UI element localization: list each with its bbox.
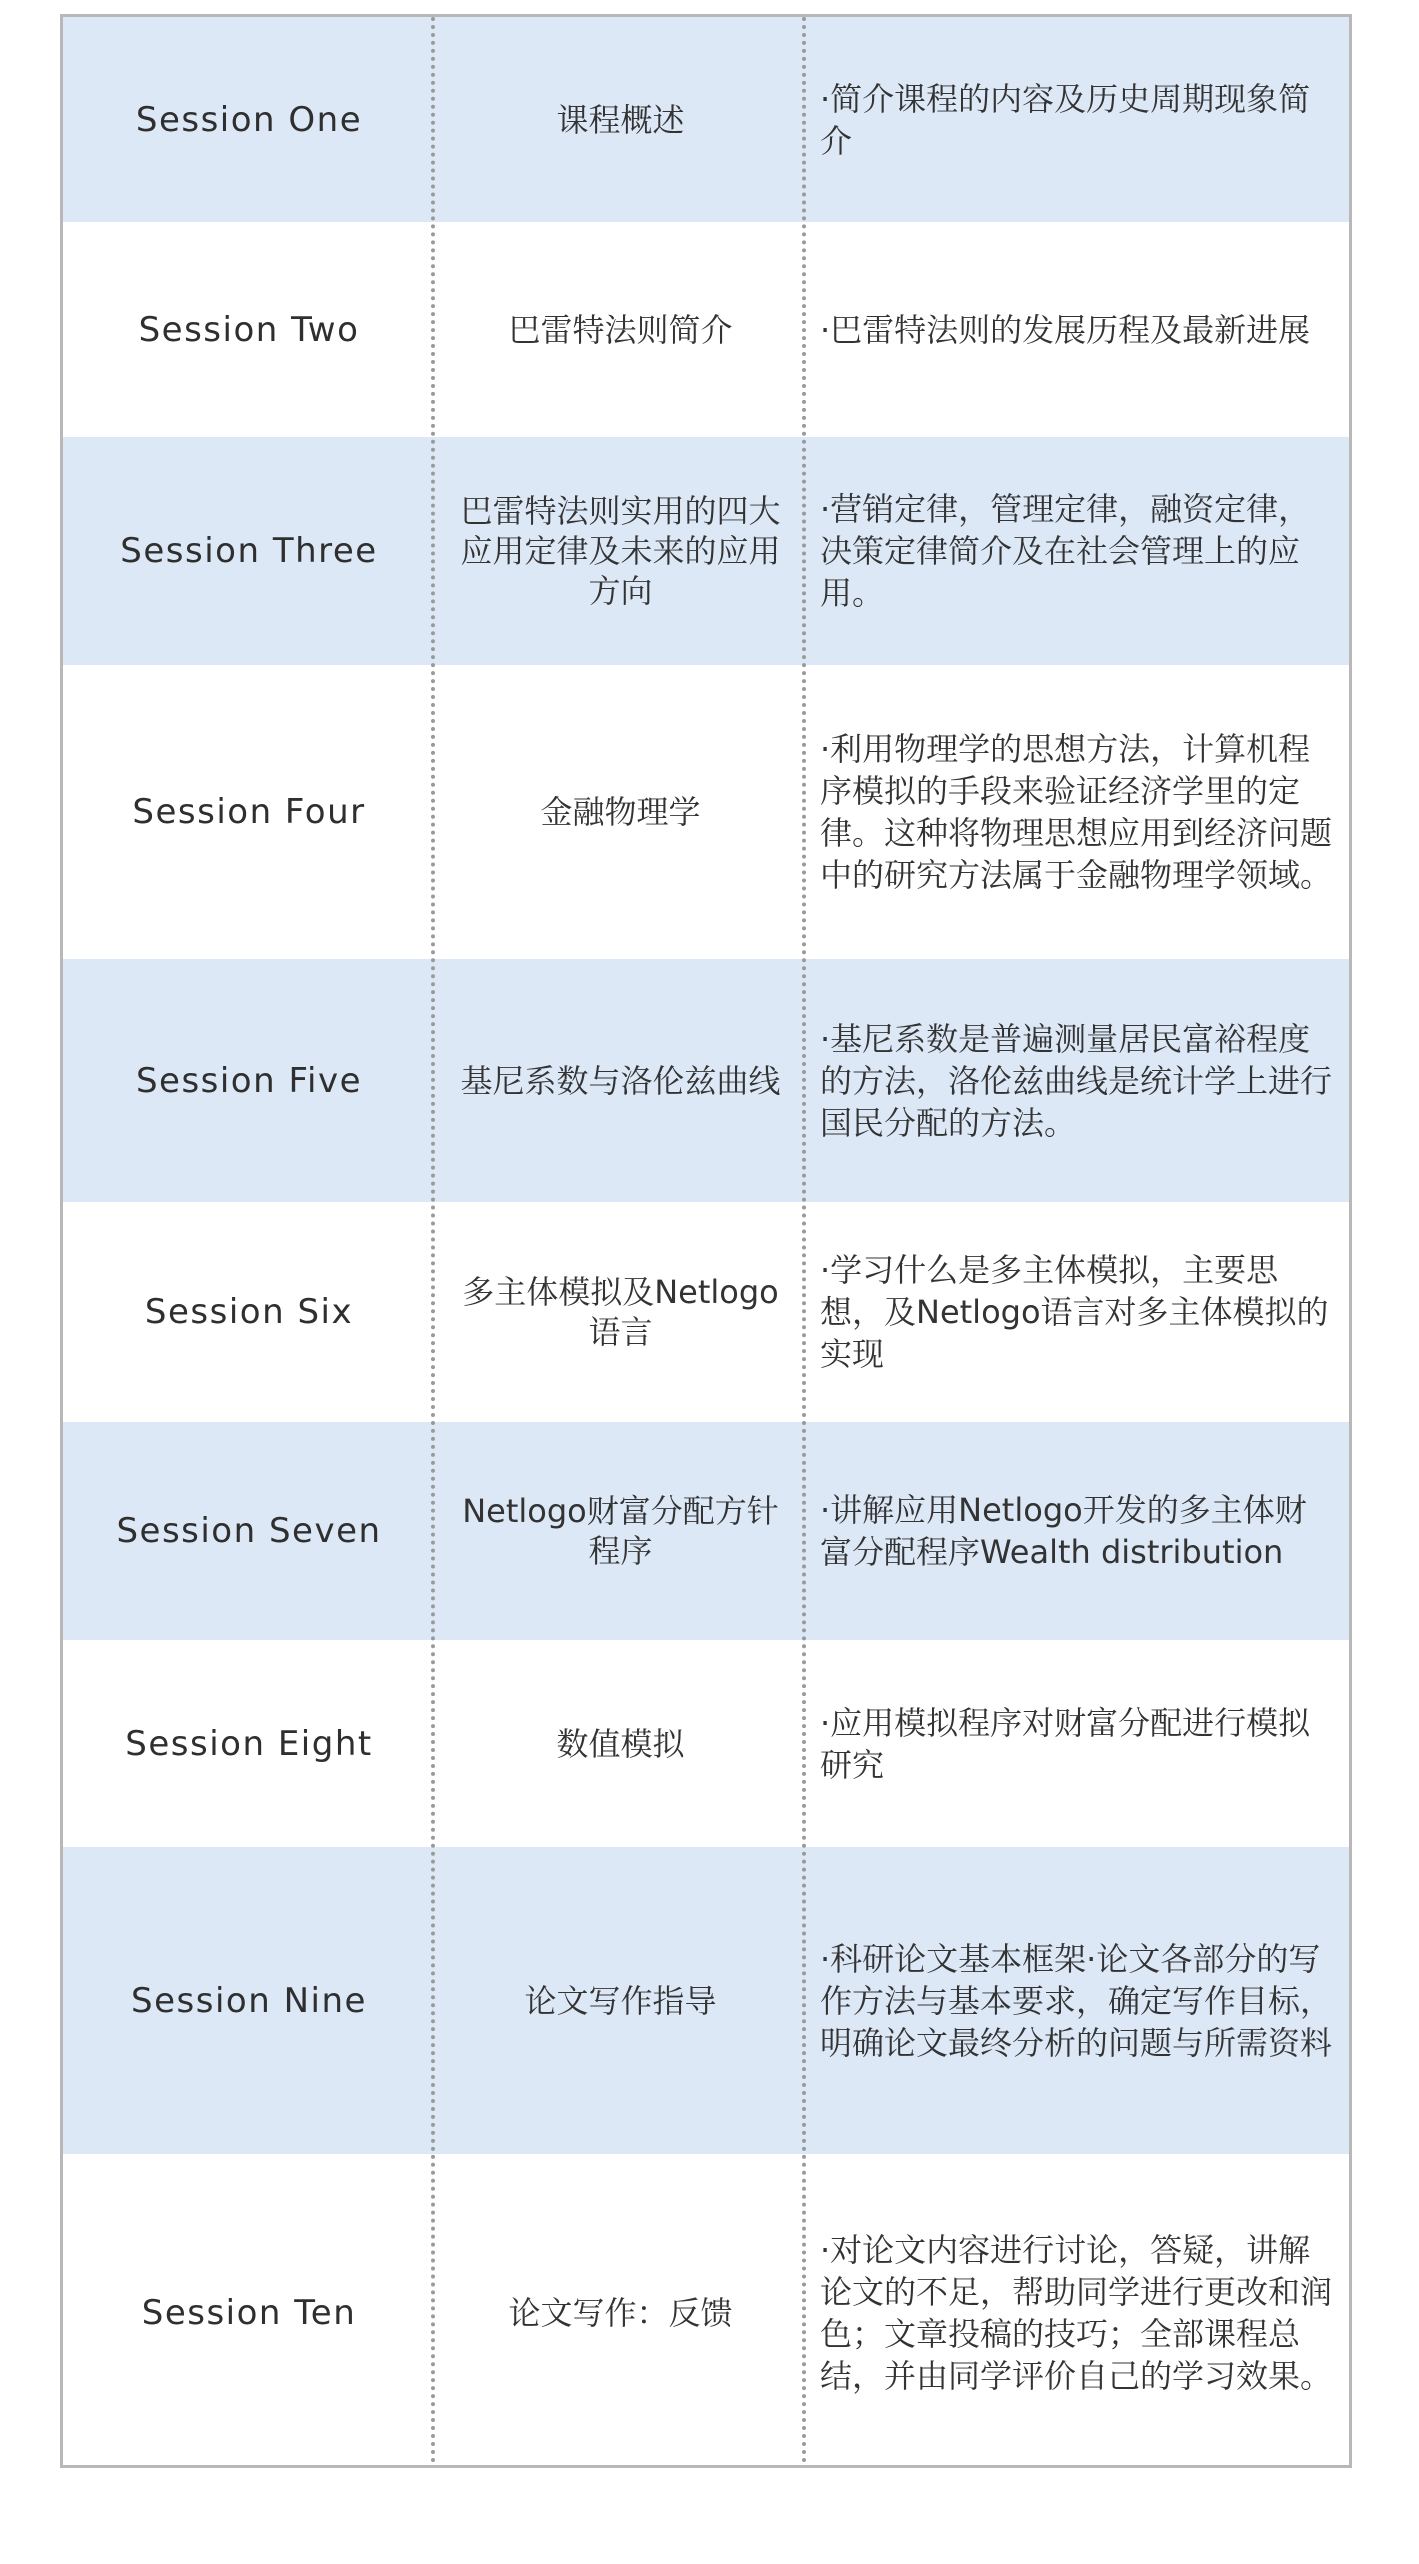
session-description: ·对论文内容进行讨论，答疑，讲解论文的不足，帮助同学进行更改和润色；文章投稿的技巧；全部课程总结，并由同学评价自己的学习效果。 (820, 2230, 1333, 2395)
session-description: ·简介课程的内容及历史周期现象简介 (820, 79, 1311, 160)
session-label: Session Three (120, 531, 378, 571)
table-row (63, 2154, 1349, 2468)
table-row (63, 1422, 1349, 1640)
session-topic: 巴雷特法则简介 (508, 310, 733, 349)
session-label: Session Ten (141, 2292, 357, 2333)
session-label: Session Eight (125, 1723, 373, 1764)
session-label: Session Nine (131, 1980, 367, 2021)
table-row (63, 222, 1349, 437)
session-topic: 巴雷特法则实用的四大应用定律及未来的应用方向 (460, 492, 781, 610)
course-schedule-table (60, 14, 1352, 2468)
session-description: ·营销定律，管理定律，融资定律，决策定律简介及在社会管理上的应用。 (820, 490, 1311, 612)
session-topic: 课程概述 (556, 100, 685, 139)
table-row (63, 1202, 1349, 1422)
session-label: Session One (135, 99, 363, 140)
session-description: ·学习什么是多主体模拟，主要思想，及Netlogo语言对多主体模拟的实现 (820, 1251, 1329, 1373)
session-label: Session Five (135, 1060, 363, 1101)
session-description: ·巴雷特法则的发展历程及最新进展 (820, 310, 1311, 349)
table-row (63, 17, 1349, 222)
table-row (63, 959, 1349, 1202)
session-label: Session Two (138, 309, 360, 350)
column-divider (802, 17, 806, 2465)
session-description: ·讲解应用Netlogo开发的多主体财富分配程序Wealth distribution (820, 1491, 1307, 1571)
session-topic: 金融物理学 (540, 793, 701, 831)
session-topic: Netlogo财富分配方针程序 (462, 1492, 779, 1570)
session-description: ·科研论文基本框架·论文各部分的写作方法与基本要求，确定写作目标，明确论文最终分析的问题与所需资料 (820, 1939, 1333, 2062)
session-topic: 论文写作指导 (524, 1981, 717, 2020)
session-description: ·应用模拟程序对财富分配进行模拟研究 (820, 1703, 1311, 1784)
session-topic: 数值模拟 (556, 1724, 685, 1763)
session-topic: 多主体模拟及Netlogo语言 (462, 1273, 779, 1351)
table-row (63, 437, 1349, 665)
session-label: Session Seven (116, 1511, 382, 1551)
column-divider (431, 17, 435, 2465)
session-description: ·利用物理学的思想方法，计算机程序模拟的手段来验证经济学里的定律。这种将物理思想应用到经济问题中的研究方法属于金融物理学领域。 (820, 730, 1333, 894)
table-row (63, 665, 1349, 959)
session-topic: 论文写作：反馈 (508, 2293, 733, 2332)
table-row (63, 1640, 1349, 1847)
session-topic: 基尼系数与洛伦兹曲线 (460, 1061, 781, 1100)
table-row (63, 1847, 1349, 2154)
session-label: Session Four (132, 792, 366, 832)
session-description: ·基尼系数是普遍测量居民富裕程度的方法，洛伦兹曲线是统计学上进行国民分配的方法。 (820, 1019, 1333, 1142)
session-label: Session Six (144, 1292, 354, 1332)
